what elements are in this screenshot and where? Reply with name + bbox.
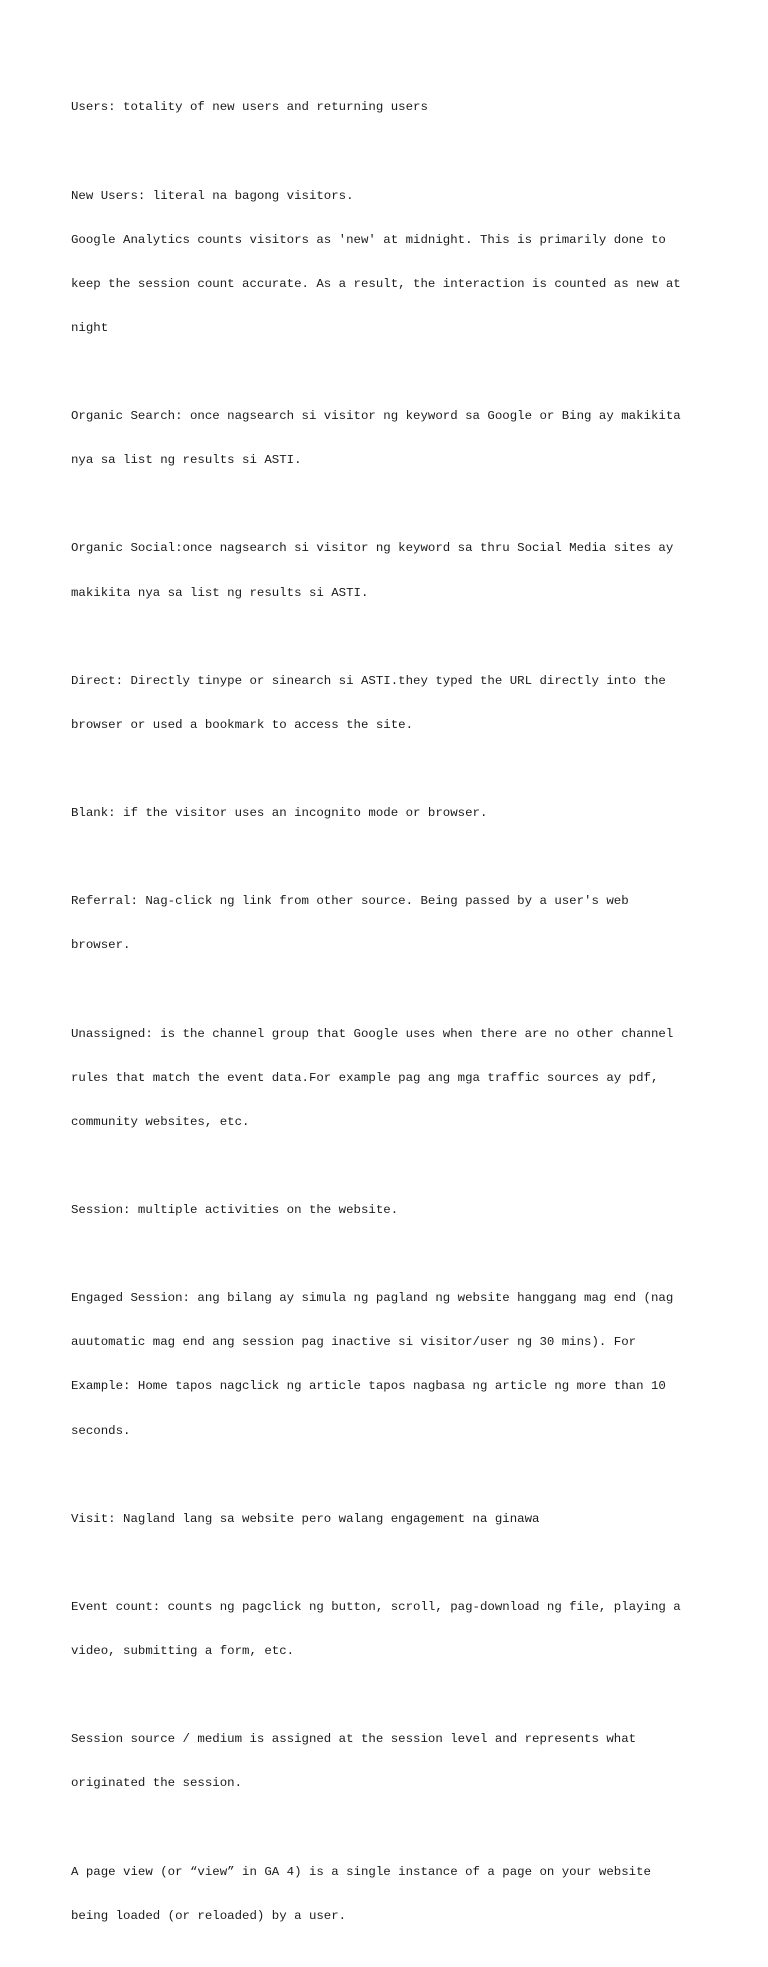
text-line: Visit: Nagland lang sa website pero walang engagement na ginawa (71, 1511, 540, 1526)
paragraph-session-source-medium (71, 1703, 711, 1821)
paragraph-organic-search (71, 380, 711, 498)
text-line: browser. (71, 938, 131, 953)
paragraph-visit (71, 1482, 711, 1556)
text-line: being loaded (or reloaded) by a user. (71, 1908, 347, 1923)
text-line: Example: Home tapos nagclick ng article tapos nagbasa ng article ng more than 10 (71, 1379, 666, 1394)
text-line: Google Analytics counts visitors as 'new' at midnight. This is primarily done to (71, 232, 666, 247)
text-line: originated the session. (71, 1776, 243, 1791)
paragraph-users (71, 71, 711, 145)
text-line: community websites, etc. (71, 1114, 250, 1129)
paragraph-event-count (71, 1571, 711, 1689)
text-line: Session source / medium is assigned at the session level and represents what (71, 1732, 637, 1747)
paragraph-page-view (71, 1835, 711, 1953)
document-page (71, 71, 711, 1967)
paragraph-new-users (71, 159, 711, 365)
text-line: nya sa list ng results si ASTI. (71, 453, 302, 468)
text-line: Users: totality of new users and returning users (71, 100, 428, 115)
paragraph-referral (71, 865, 711, 983)
paragraph-organic-social (71, 512, 711, 630)
text-line: auutomatic mag end ang session pag inactive si visitor/user ng 30 mins). For (71, 1335, 637, 1350)
text-line: Referral: Nag-click ng link from other source. Being passed by a user's web (71, 894, 629, 909)
text-line: rules that match the event data.For example pag ang mga traffic sources ay pdf, (71, 1070, 659, 1085)
text-line: A page view (or “view” in GA 4) is a single instance of a page on your website (71, 1864, 651, 1879)
text-line: Session: multiple activities on the website. (71, 1203, 399, 1218)
text-line: New Users: literal na bagong visitors. (71, 188, 354, 203)
text-line: Engaged Session: ang bilang ay simula ng pagland ng website hanggang mag end (nag (71, 1291, 674, 1306)
text-line: Organic Search: once nagsearch si visitor ng keyword sa Google or Bing ay makikita (71, 409, 681, 424)
paragraph-session (71, 1174, 711, 1248)
text-line: Event count: counts ng pagclick ng button, scroll, pag-download ng file, playing a (71, 1599, 681, 1614)
paragraph-direct (71, 644, 711, 762)
text-line: Blank: if the visitor uses an incognito mode or browser. (71, 806, 488, 821)
text-line: Unassigned: is the channel group that Google uses when there are no other channel (71, 1026, 674, 1041)
text-line: keep the session count accurate. As a result, the interaction is counted as new at (71, 276, 681, 291)
paragraph-unassigned (71, 997, 711, 1159)
paragraph-engaged-session (71, 1262, 711, 1468)
paragraph-blank (71, 777, 711, 851)
text-line: Direct: Directly tinype or sinearch si ASTI.they typed the URL directly into the (71, 673, 666, 688)
text-line: night (71, 320, 109, 335)
text-line: makikita nya sa list ng results si ASTI. (71, 585, 369, 600)
text-line: Organic Social:once nagsearch si visitor ng keyword sa thru Social Media sites ay (71, 541, 674, 556)
text-line: seconds. (71, 1423, 131, 1438)
text-line: video, submitting a form, etc. (71, 1644, 295, 1659)
text-line: browser or used a bookmark to access the site. (71, 717, 414, 732)
